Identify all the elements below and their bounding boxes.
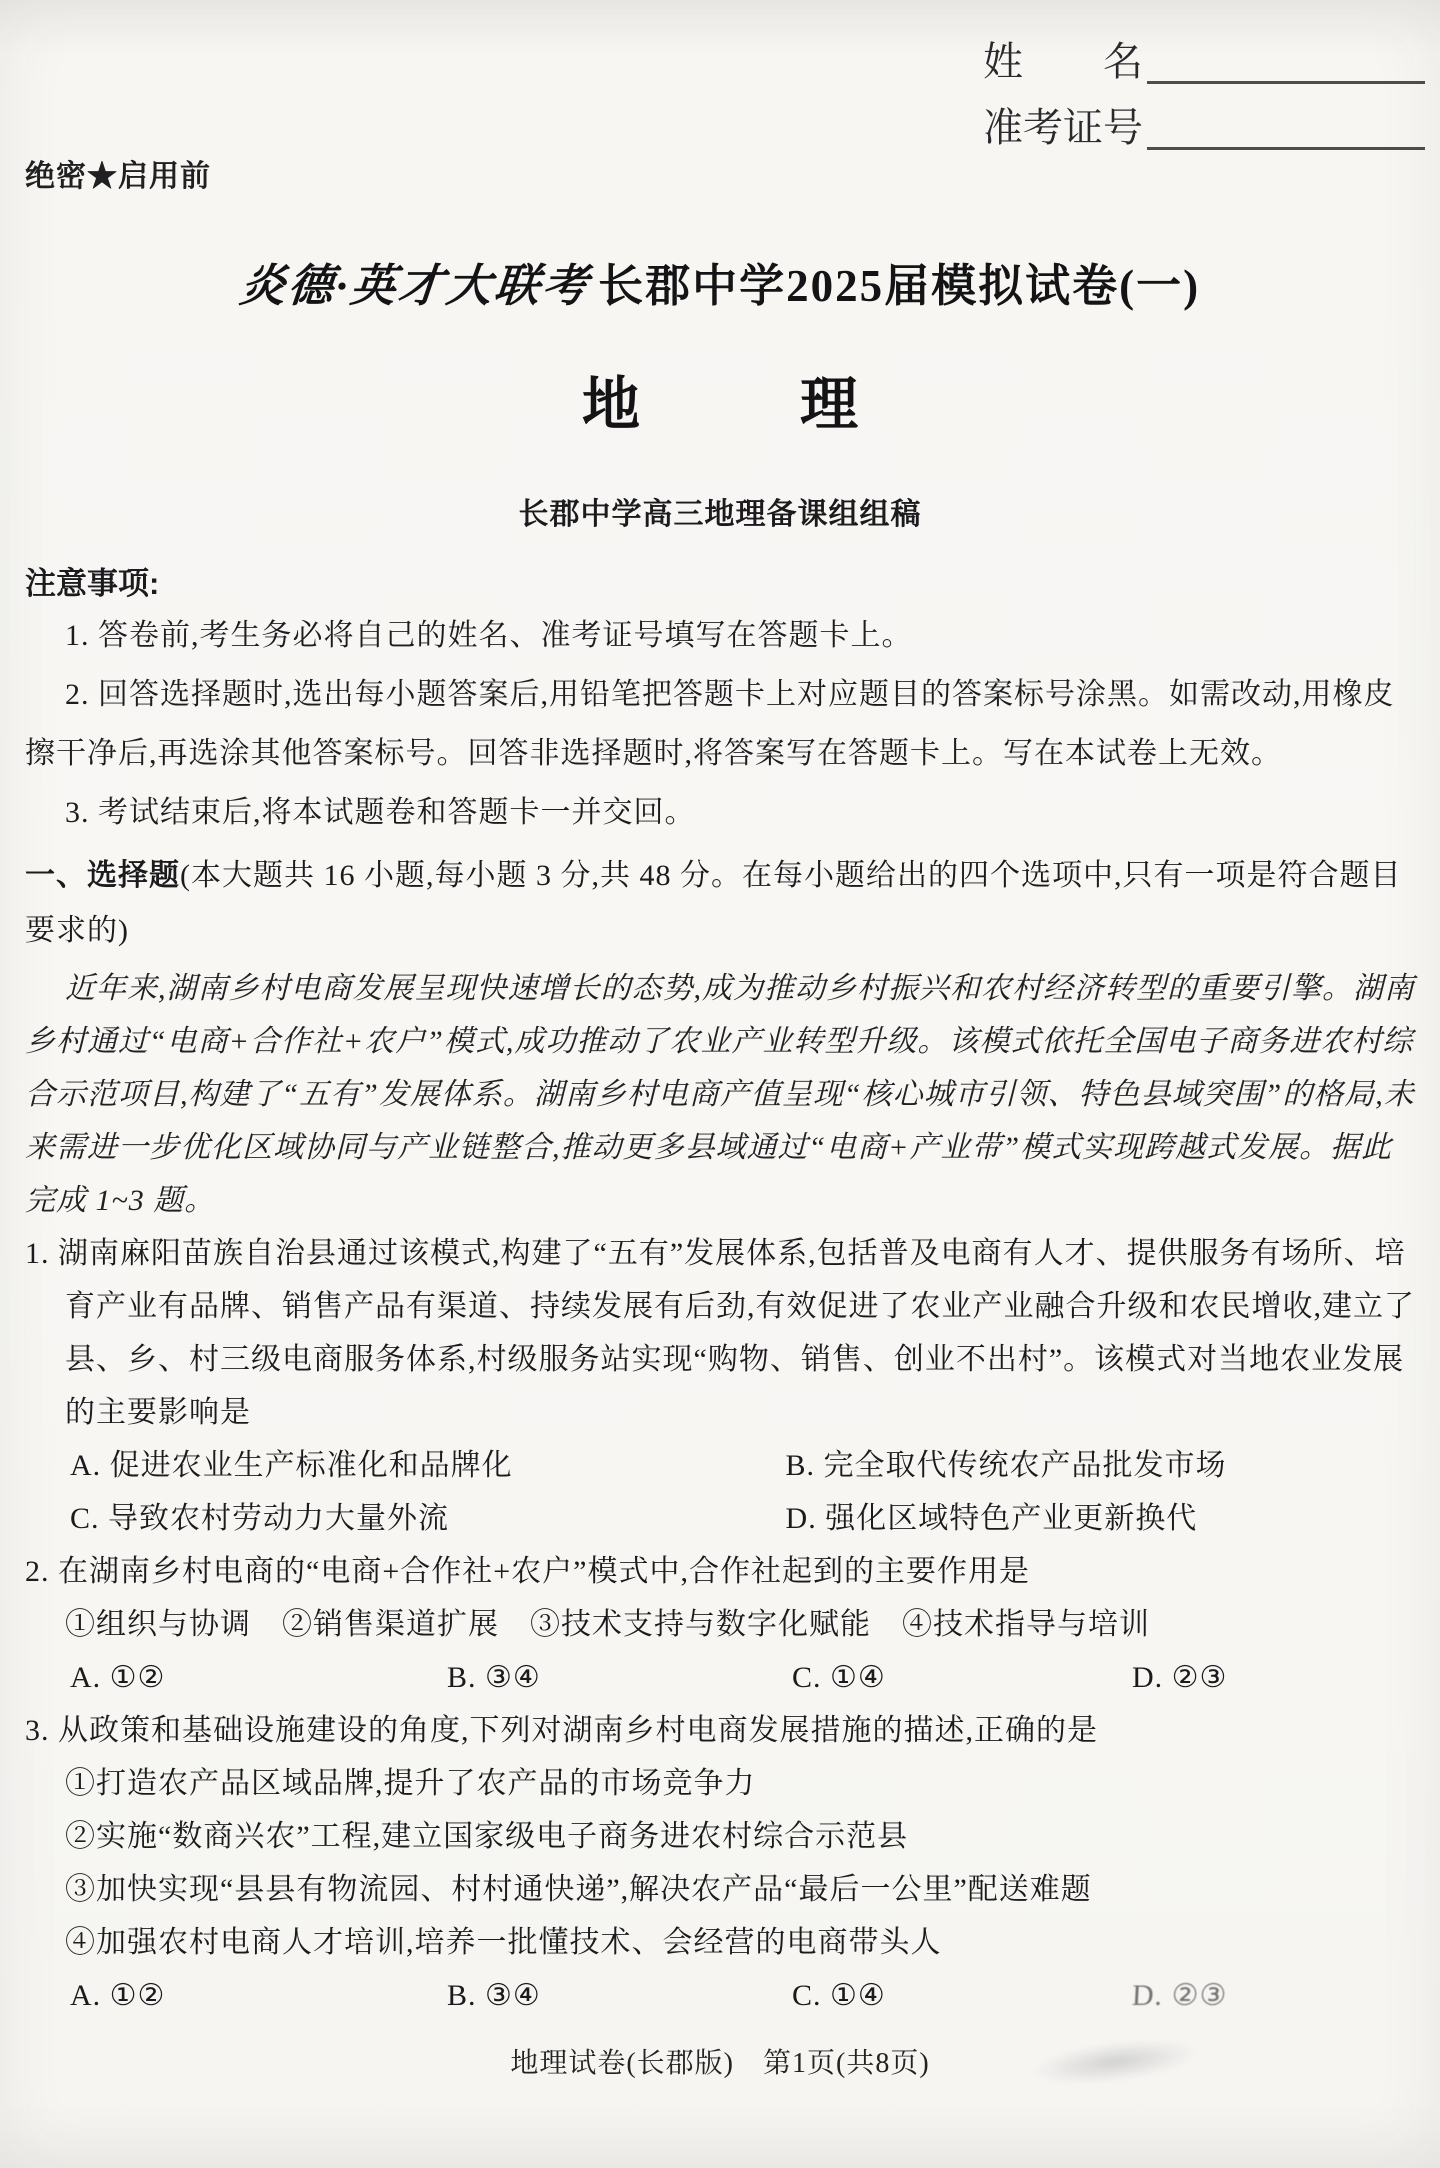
question-1-option-c: C. 导致农村劳动力大量外流: [70, 1502, 450, 1535]
exam-name: 长郡中学2025届模拟试卷(一): [598, 261, 1201, 311]
question-1: [25, 1227, 1415, 1545]
question-1-option-b: B. 完全取代传统农产品批发市场: [785, 1449, 1227, 1482]
confidential-notice: 绝密★启用前: [25, 160, 211, 193]
question-1-stem: 1. 湖南麻阳苗族自治县通过该模式,构建了“五有”发展体系,包括普及电商有人才、提供服务有场所、培育产业有品牌、销售产品有渠道、持续发展有后劲,有效促进了农业产业融合升级和农民增收,建立了县、乡、村三级电商服务体系,村级服务站实现“购物、销售、创业不出村”。该模式对当地农业发展的主要影响是: [25, 1237, 1415, 1429]
question-2-option-b: B. ③④: [447, 1661, 541, 1694]
notice-item-3: 3. 考试结束后,将本试题卷和答题卡一并交回。: [65, 796, 696, 829]
question-2-statements: ①组织与协调 ②销售渠道扩展 ③技术支持与数字化赋能 ④技术指导与培训: [65, 1608, 1150, 1641]
candidate-fields: [983, 22, 1425, 150]
exam-brand-name: 炎德·英才大联考: [237, 261, 593, 311]
question-3-statement-2: ②实施“数商兴农”工程,建立国家级电子商务进农村综合示范县: [65, 1820, 909, 1853]
exam-title: [25, 254, 1415, 318]
question-2-option-a: A. ①②: [70, 1661, 166, 1694]
question-3-statement-1: ①打造农产品区域品牌,提升了农产品的市场竞争力: [65, 1767, 756, 1800]
question-3-option-d: D. ②③: [1131, 1979, 1229, 2012]
question-3: [25, 1704, 1415, 2022]
question-1-option-d: D. 强化区域特色产业更新换代: [785, 1502, 1198, 1535]
notice-heading: 注意事项:: [25, 566, 160, 601]
question-3-stem: 3. 从政策和基础设施建设的角度,下列对湖南乡村电商发展措施的描述,正确的是: [25, 1714, 1098, 1747]
question-2-option-d: D. ②③: [1132, 1661, 1228, 1694]
subject-char-1: 地: [581, 372, 640, 437]
notice-item-2: 2. 回答选择题时,选出每小题答案后,用铅笔把答题卡上对应题目的答案标号涂黑。如需改动,用橡皮擦干净后,再选涂其他答案标号。回答非选择题时,将答案写在答题卡上。写在本试卷上无效。: [25, 678, 1395, 770]
name-field-row: [983, 22, 1425, 84]
section-title: [25, 848, 1415, 958]
question-3-option-c: C. ①④: [792, 1979, 886, 2012]
name-blank-line: [1147, 31, 1425, 84]
question-3-statement-3: ③加快实现“县县有物流园、村村通快递”,解决农产品“最后一公里”配送难题: [65, 1873, 1092, 1906]
ticket-field-row: [983, 88, 1425, 150]
name-label: 姓 名: [983, 39, 1143, 84]
page-footer: 地理试卷(长郡版) 第1页(共8页): [510, 2048, 930, 2079]
question-3-option-b: B. ③④: [447, 1979, 541, 2012]
paper-subtitle: 长郡中学高三地理备课组组稿: [518, 498, 922, 531]
question-3-option-a: A. ①②: [70, 1979, 166, 2012]
question-2: [25, 1545, 1415, 1704]
question-2-option-c: C. ①④: [792, 1661, 886, 1694]
subject-char-2: 理: [800, 372, 859, 437]
section-title-bold: 一、选择题: [25, 859, 180, 892]
question-2-stem: 2. 在湖南乡村电商的“电商+合作社+农户”模式中,合作社起到的主要作用是: [25, 1555, 1030, 1588]
question-3-statement-4: ④加强农村电商人才培训,培养一批懂技术、会经营的电商带头人: [65, 1926, 942, 1959]
ticket-number-label: 准考证号: [983, 105, 1143, 150]
notice-item-1: 1. 答卷前,考生务必将自己的姓名、准考证号填写在答题卡上。: [65, 619, 913, 652]
section-title-rest: (本大题共 16 小题,每小题 3 分,共 48 分。在每小题给出的四个选项中,只有一项是符合题目要求的): [25, 859, 1402, 947]
question-3-options: [65, 1969, 1415, 2022]
ticket-number-blank-line: [1147, 97, 1425, 150]
subject-title: [25, 368, 1415, 442]
reading-passage: 近年来,湖南乡村电商发展呈现快速增长的态势,成为推动乡村振兴和农村经济转型的重要引擎。湖南乡村通过“电商+合作社+农户”模式,成功推动了农业产业转型升级。该模式依托全国电子商务进农村综合示范项目,构建了“五有”发展体系。湖南乡村电商产值呈现“核心城市引领、特色县域突围”的格局,未来需进一步优化区域协同与产业链整合,推动更多县域通过“电商+产业带”模式实现跨越式发展。据此完成 1~3 题。: [25, 972, 1415, 1217]
question-1-option-a: A. 促进农业生产标准化和品牌化: [70, 1449, 513, 1482]
question-2-options: [65, 1651, 1415, 1704]
question-1-options: [65, 1439, 1415, 1545]
